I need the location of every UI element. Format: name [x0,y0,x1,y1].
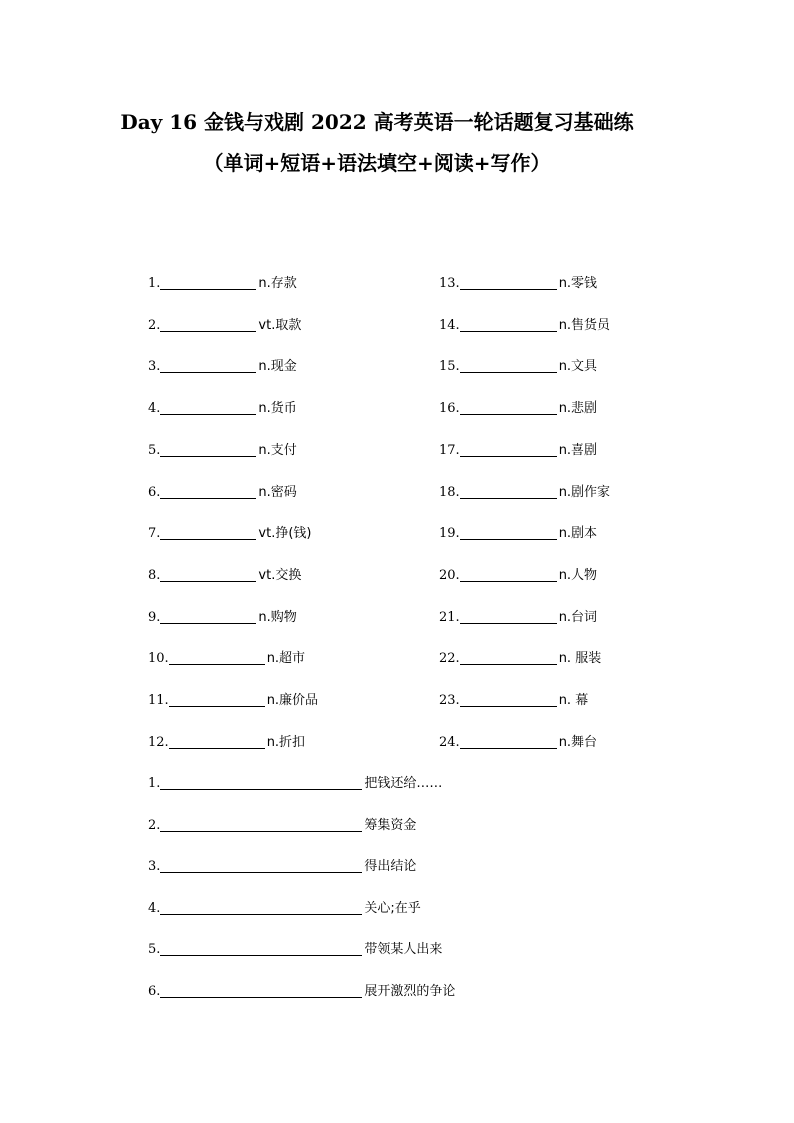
answer-blank[interactable] [160,611,256,624]
answer-blank[interactable] [160,819,362,832]
vocab_right-meaning: n. 服装 [558,651,602,667]
vocab_right-number: 22. [439,651,460,667]
phrases-item [148,901,421,917]
vocab_left-meaning: vt.取款 [258,317,302,333]
vocab_left-meaning: vt.挣(钱) [258,526,312,542]
answer-blank[interactable] [160,360,256,373]
phrases-number: 2. [148,817,161,833]
vocab_right-meaning: n.悲剧 [558,401,598,417]
answer-blank[interactable] [160,860,362,873]
vocab_right-item [439,693,588,709]
vocab_left-item [148,276,297,292]
phrases-item [148,859,416,875]
answer-blank[interactable] [460,736,557,749]
vocab_left-meaning: n.超市 [266,651,306,667]
vocab_right-meaning: n.零钱 [558,276,598,291]
answer-blank[interactable] [160,486,256,499]
answer-blank[interactable] [160,985,362,998]
vocab_right-item [439,485,610,501]
vocab_left-meaning: n.货币 [258,401,297,417]
answer-blank[interactable] [460,444,557,457]
phrases-item [148,984,455,1000]
phrases-number: 3. [148,859,161,874]
vocab_left-meaning: n.折扣 [266,734,306,750]
answer-blank[interactable] [460,652,557,665]
answer-blank[interactable] [169,694,265,707]
vocab_right-item [439,568,597,584]
vocab_right-meaning: n.喜剧 [558,442,598,458]
vocab_left-item [148,610,297,626]
answer-blank[interactable] [160,902,362,915]
answer-blank[interactable] [169,736,265,749]
vocab_right-number: 24. [439,734,460,750]
vocab_left-item [148,359,297,375]
phrases-meaning: 展开激烈的争论 [364,983,456,999]
vocab_left-item [148,651,305,667]
vocab_left-item [148,401,297,417]
answer-blank[interactable] [160,277,256,290]
vocab_left-number: 1. [148,276,161,291]
vocab_left-number: 7. [148,526,161,542]
vocab_left-meaning: n.支付 [258,442,297,458]
vocab_right-number: 19. [439,526,460,542]
vocab_left-number: 2. [148,317,161,333]
answer-blank[interactable] [160,444,256,457]
phrases-meaning: 得出结论 [364,859,417,874]
vocab_left-meaning: n.廉价品 [266,693,319,708]
vocab_right-meaning: n.售货员 [558,317,611,333]
phrases-item [148,776,442,792]
vocab_right-number: 13. [439,276,460,291]
vocab_right-number: 15. [439,359,460,375]
answer-blank[interactable] [460,486,557,499]
vocab_left-number: 5. [148,442,161,458]
vocab_left-meaning: n.购物 [258,609,297,625]
vocab_right-item [439,735,597,751]
phrases-item [148,818,416,834]
vocab_left-number: 12. [148,734,169,750]
vocab_left-number: 10. [148,651,169,667]
vocab_right-number: 17. [439,442,460,458]
answer-blank[interactable] [160,777,362,790]
vocab_right-number: 21. [439,609,460,625]
answer-blank[interactable] [460,360,557,373]
answer-blank[interactable] [160,569,256,582]
vocab_right-meaning: n.文具 [558,359,598,375]
vocab_right-meaning: n.剧本 [558,526,598,542]
answer-blank[interactable] [460,277,557,290]
vocab_left-meaning: n.存款 [258,276,297,291]
vocab_right-meaning: n. 幕 [558,693,589,708]
vocab_left-number: 11. [148,693,169,708]
phrases-meaning: 关心;在乎 [364,900,421,916]
vocab_right-item [439,526,597,542]
vocab_right-number: 20. [439,567,460,583]
vocab_left-item [148,526,311,542]
vocab_right-item [439,359,597,375]
vocab_left-meaning: n.现金 [258,359,297,375]
vocab_right-item [439,401,597,417]
answer-blank[interactable] [160,527,256,540]
vocab_right-meaning: n.舞台 [558,734,598,750]
answer-blank[interactable] [169,652,265,665]
vocab_left-number: 9. [148,609,161,625]
vocab_right-item [439,651,601,667]
vocab_right-number: 18. [439,484,460,500]
phrases-meaning: 带领某人出来 [364,942,443,957]
vocab_left-number: 8. [148,567,161,583]
page-subtitle: （单词+短语+语法填空+阅读+写作） [203,151,551,175]
phrases-meaning: 筹集资金 [364,817,417,833]
vocab_left-number: 3. [148,359,161,375]
vocab_left-meaning: vt.交换 [258,567,302,583]
vocab_right-item [439,318,610,334]
phrases-meaning: 把钱还给…… [364,776,443,791]
answer-blank[interactable] [460,402,557,415]
vocab_right-meaning: n.台词 [558,609,598,625]
vocab_right-number: 23. [439,693,460,708]
answer-blank[interactable] [460,319,557,332]
answer-blank[interactable] [460,694,557,707]
vocab_right-meaning: n.剧作家 [558,484,611,500]
answer-blank[interactable] [160,402,256,415]
vocab_right-item [439,276,597,292]
vocab_left-meaning: n.密码 [258,484,297,500]
answer-blank[interactable] [460,527,557,540]
vocab_right-number: 16. [439,401,460,417]
vocab_left-item [148,693,318,709]
phrases-number: 4. [148,900,161,916]
vocab_left-item [148,568,301,584]
page-title: Day 16 金钱与戏剧 2022 高考英语一轮话题复习基础练 [120,110,634,134]
answer-blank[interactable] [460,611,557,624]
phrases-number: 6. [148,983,161,999]
vocab_left-number: 6. [148,484,161,500]
vocab_left-number: 4. [148,401,161,417]
answer-blank[interactable] [160,319,256,332]
vocab_right-meaning: n.人物 [558,567,598,583]
phrases-number: 5. [148,942,161,957]
vocab_right-item [439,610,597,626]
vocab_left-item [148,318,301,334]
vocab_right-number: 14. [439,317,460,333]
phrases-item [148,942,442,958]
answer-blank[interactable] [460,569,557,582]
vocab_left-item [148,735,305,751]
vocab_left-item [148,443,297,459]
phrases-number: 1. [148,776,161,791]
answer-blank[interactable] [160,943,362,956]
vocab_right-item [439,443,597,459]
vocab_left-item [148,485,297,501]
